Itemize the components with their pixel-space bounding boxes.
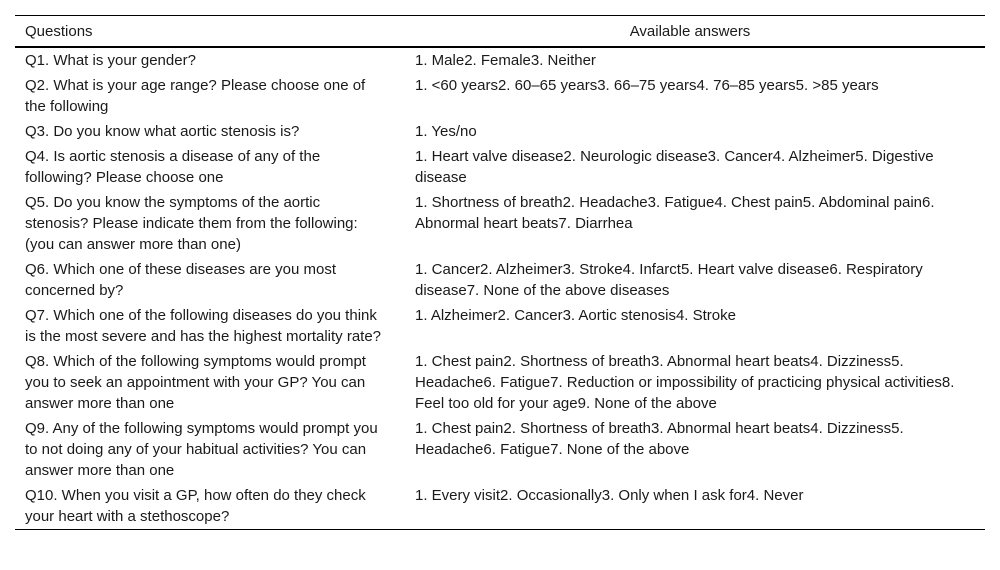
answers-cell: 1. Every visit2. Occasionally3. Only when I ask for4. Never: [415, 487, 804, 504]
question-cell: Q3. Do you know what aortic stenosis is?: [25, 123, 300, 140]
question-cell: Q1. What is your gender?: [25, 52, 196, 69]
table-row: [15, 73, 985, 119]
table-row: [15, 483, 985, 530]
survey-questions-table: [15, 15, 985, 530]
header-questions: Questions: [25, 23, 93, 40]
table-row: [15, 190, 985, 257]
table-row: [15, 257, 985, 303]
question-cell: Q8. Which of the following symptoms would prompt you to seek an appointment with your GP? You can answer more than one: [25, 353, 366, 412]
answers-cell: 1. Heart valve disease2. Neurologic disease3. Cancer4. Alzheimer5. Digestive disease: [415, 148, 934, 186]
answers-cell: 1. Chest pain2. Shortness of breath3. Abnormal heart beats4. Dizziness5. Headache6. Fatigue7. None of the above: [415, 420, 904, 458]
table-row: [15, 144, 985, 190]
answers-cell: 1. Yes/no: [415, 123, 477, 140]
table-body: [15, 47, 985, 530]
question-cell: Q7. Which one of the following diseases do you think is the most severe and has the highest mortality rate?: [25, 307, 382, 345]
table-row: [15, 349, 985, 416]
table-row: [15, 119, 985, 144]
question-cell: Q2. What is your age range? Please choose one of the following: [25, 77, 366, 115]
table-header: [15, 16, 985, 48]
answers-cell: 1. Alzheimer2. Cancer3. Aortic stenosis4. Stroke: [415, 307, 736, 324]
answers-cell: 1. Male2. Female3. Neither: [415, 52, 596, 69]
question-cell: Q4. Is aortic stenosis a disease of any of the following? Please choose one: [25, 148, 321, 186]
answers-cell: 1. Chest pain2. Shortness of breath3. Abnormal heart beats4. Dizziness5. Headache6. Fatigue7. Reduction or impossibility of practicing physical activities8. Feel too old for your age9. None of the above: [415, 353, 955, 412]
answers-cell: 1. <60 years2. 60–65 years3. 66–75 years4. 76–85 years5. >85 years: [415, 77, 879, 94]
header-row: [15, 16, 985, 48]
question-cell: Q5. Do you know the symptoms of the aortic stenosis? Please indicate them from the following: (you can answer more than one): [25, 194, 358, 253]
header-available-answers: Available answers: [629, 23, 751, 40]
survey-table-container: [15, 15, 985, 530]
table-row: [15, 47, 985, 73]
question-cell: Q10. When you visit a GP, how often do they check your heart with a stethoscope?: [25, 487, 366, 525]
table-row: [15, 416, 985, 483]
question-cell: Q6. Which one of these diseases are you most concerned by?: [25, 261, 336, 299]
answers-cell: 1. Shortness of breath2. Headache3. Fatigue4. Chest pain5. Abdominal pain6. Abnormal heart beats7. Diarrhea: [415, 194, 935, 232]
question-cell: Q9. Any of the following symptoms would prompt you to not doing any of your habitual activities? You can answer more than one: [25, 420, 378, 479]
answers-cell: 1. Cancer2. Alzheimer3. Stroke4. Infarct5. Heart valve disease6. Respiratory disease7. None of the above diseases: [415, 261, 923, 299]
table-row: [15, 303, 985, 349]
